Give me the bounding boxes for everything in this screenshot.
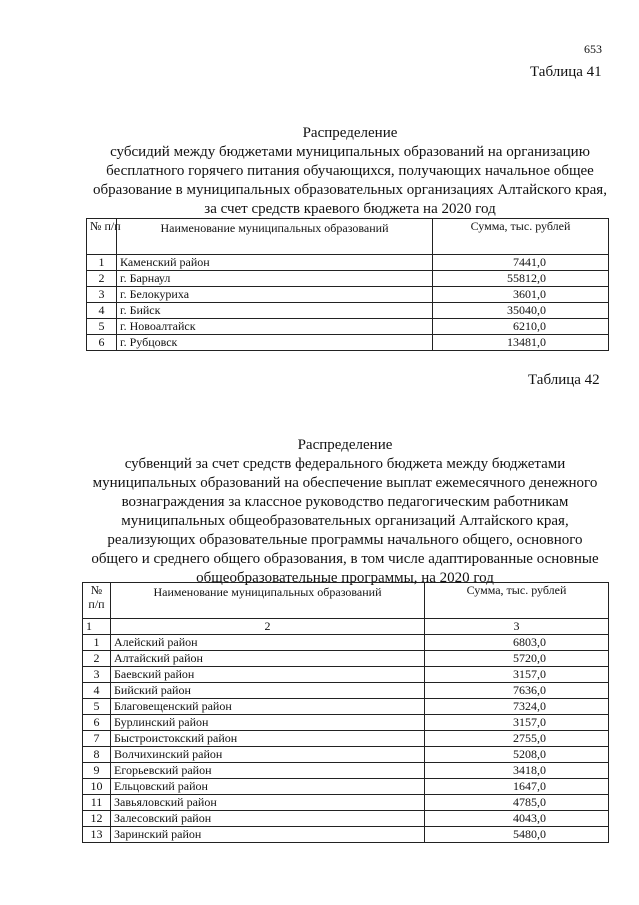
municipality-name: г. Барнаул [117,271,433,287]
table-41-body [87,255,609,351]
row-number: 8 [83,747,111,763]
amount: 5480,0 [425,827,609,843]
table-row [83,827,609,843]
table-41-title [80,124,620,219]
table-41-label: Таблица 41 [530,64,602,80]
page-number: 653 [584,42,602,56]
row-number: 7 [83,731,111,747]
row-number: 6 [87,335,117,351]
amount: 5720,0 [425,651,609,667]
column-index: 3 [425,619,609,635]
row-number: 11 [83,795,111,811]
municipality-name: Заринский район [111,827,425,843]
table-row [83,667,609,683]
row-number: 4 [83,683,111,699]
municipality-name: Каменский район [117,255,433,271]
table-row [87,255,609,271]
row-number: 1 [87,255,117,271]
row-number: 4 [87,303,117,319]
amount: 6803,0 [425,635,609,651]
table-42-body [83,635,609,843]
row-number: 3 [83,667,111,683]
municipality-name: г. Белокуриха [117,287,433,303]
municipality-name: Бийский район [111,683,425,699]
table-row [83,699,609,715]
table-42 [82,582,609,843]
table-row [87,319,609,335]
amount: 1647,0 [425,779,609,795]
row-number: 12 [83,811,111,827]
table-row [83,635,609,651]
title-line: субсидий между бюджетами муниципальных образований на организацию [110,144,590,160]
table-row [83,811,609,827]
amount: 7324,0 [425,699,609,715]
table-row [83,795,609,811]
amount: 7636,0 [425,683,609,699]
amount: 35040,0 [433,303,609,319]
title-line: муниципальных образований на обеспечение выплат ежемесячного денежного [92,475,598,491]
row-number: 13 [83,827,111,843]
municipality-name: Благовещенский район [111,699,425,715]
amount: 7441,0 [433,255,609,271]
amount: 6210,0 [433,319,609,335]
row-number: 2 [83,651,111,667]
table-row [87,271,609,287]
title-line: реализующих образовательные программы начального общего, основного [107,532,583,548]
amount: 2755,0 [425,731,609,747]
row-number: 10 [83,779,111,795]
header-name: Наименование муниципальных образований [111,583,425,619]
table-41 [86,218,609,351]
table-row [83,763,609,779]
table-header-row [83,583,609,619]
header-name: Наименование муниципальных образований [117,219,433,255]
amount: 4043,0 [425,811,609,827]
table-row [83,683,609,699]
table-row [83,651,609,667]
header-sum: Сумма, тыс. рублей [433,219,609,255]
column-index-row [83,619,609,635]
table-row [87,287,609,303]
row-number: 3 [87,287,117,303]
title-line: вознаграждения за классное руководство педагогическим работникам [121,494,569,510]
amount: 4785,0 [425,795,609,811]
table-row [87,335,609,351]
amount: 3157,0 [425,715,609,731]
table-row [83,731,609,747]
title-line: бесплатного горячего питания обучающихся, получающих начальное общее [106,163,594,179]
row-number: 1 [83,635,111,651]
municipality-name: г. Бийск [117,303,433,319]
column-index: 1 [83,619,111,635]
table-42-label: Таблица 42 [528,372,600,388]
municipality-name: Завьяловский район [111,795,425,811]
amount: 5208,0 [425,747,609,763]
title-heading: Распределение [302,125,398,141]
table-row [83,779,609,795]
title-line: за счет средств краевого бюджета на 2020 год [204,201,496,217]
municipality-name: Ельцовский район [111,779,425,795]
table-42-title [70,436,620,588]
municipality-name: г. Рубцовск [117,335,433,351]
municipality-name: г. Новоалтайск [117,319,433,335]
municipality-name: Алтайский район [111,651,425,667]
column-index: 2 [111,619,425,635]
table-row [83,715,609,731]
amount: 3418,0 [425,763,609,779]
municipality-name: Алейский район [111,635,425,651]
title-line: общеобразовательные программы, на 2020 год [196,570,494,586]
title-line: муниципальных общеобразовательных организаций Алтайского края, [121,513,569,529]
header-no: № п/п [83,583,111,619]
title-line: субвенций за счет средств федерального бюджета между бюджетами [124,456,566,472]
municipality-name: Егорьевский район [111,763,425,779]
row-number: 6 [83,715,111,731]
municipality-name: Баевский район [111,667,425,683]
title-line: общего и среднего общего образования, в том числе адаптированные основные [91,551,599,567]
row-number: 5 [83,699,111,715]
municipality-name: Волчихинский район [111,747,425,763]
table-row [87,303,609,319]
table-row [83,747,609,763]
amount: 3157,0 [425,667,609,683]
title-heading: Распределение [297,437,393,453]
row-number: 5 [87,319,117,335]
municipality-name: Залесовский район [111,811,425,827]
header-no: № п/п [87,219,117,255]
header-sum: Сумма, тыс. рублей [425,583,609,619]
title-line: образование в муниципальных образовательных организациях Алтайского края, [93,182,607,198]
row-number: 2 [87,271,117,287]
amount: 3601,0 [433,287,609,303]
municipality-name: Быстроистокский район [111,731,425,747]
table-header-row [87,219,609,255]
municipality-name: Бурлинский район [111,715,425,731]
amount: 55812,0 [433,271,609,287]
row-number: 9 [83,763,111,779]
amount: 13481,0 [433,335,609,351]
